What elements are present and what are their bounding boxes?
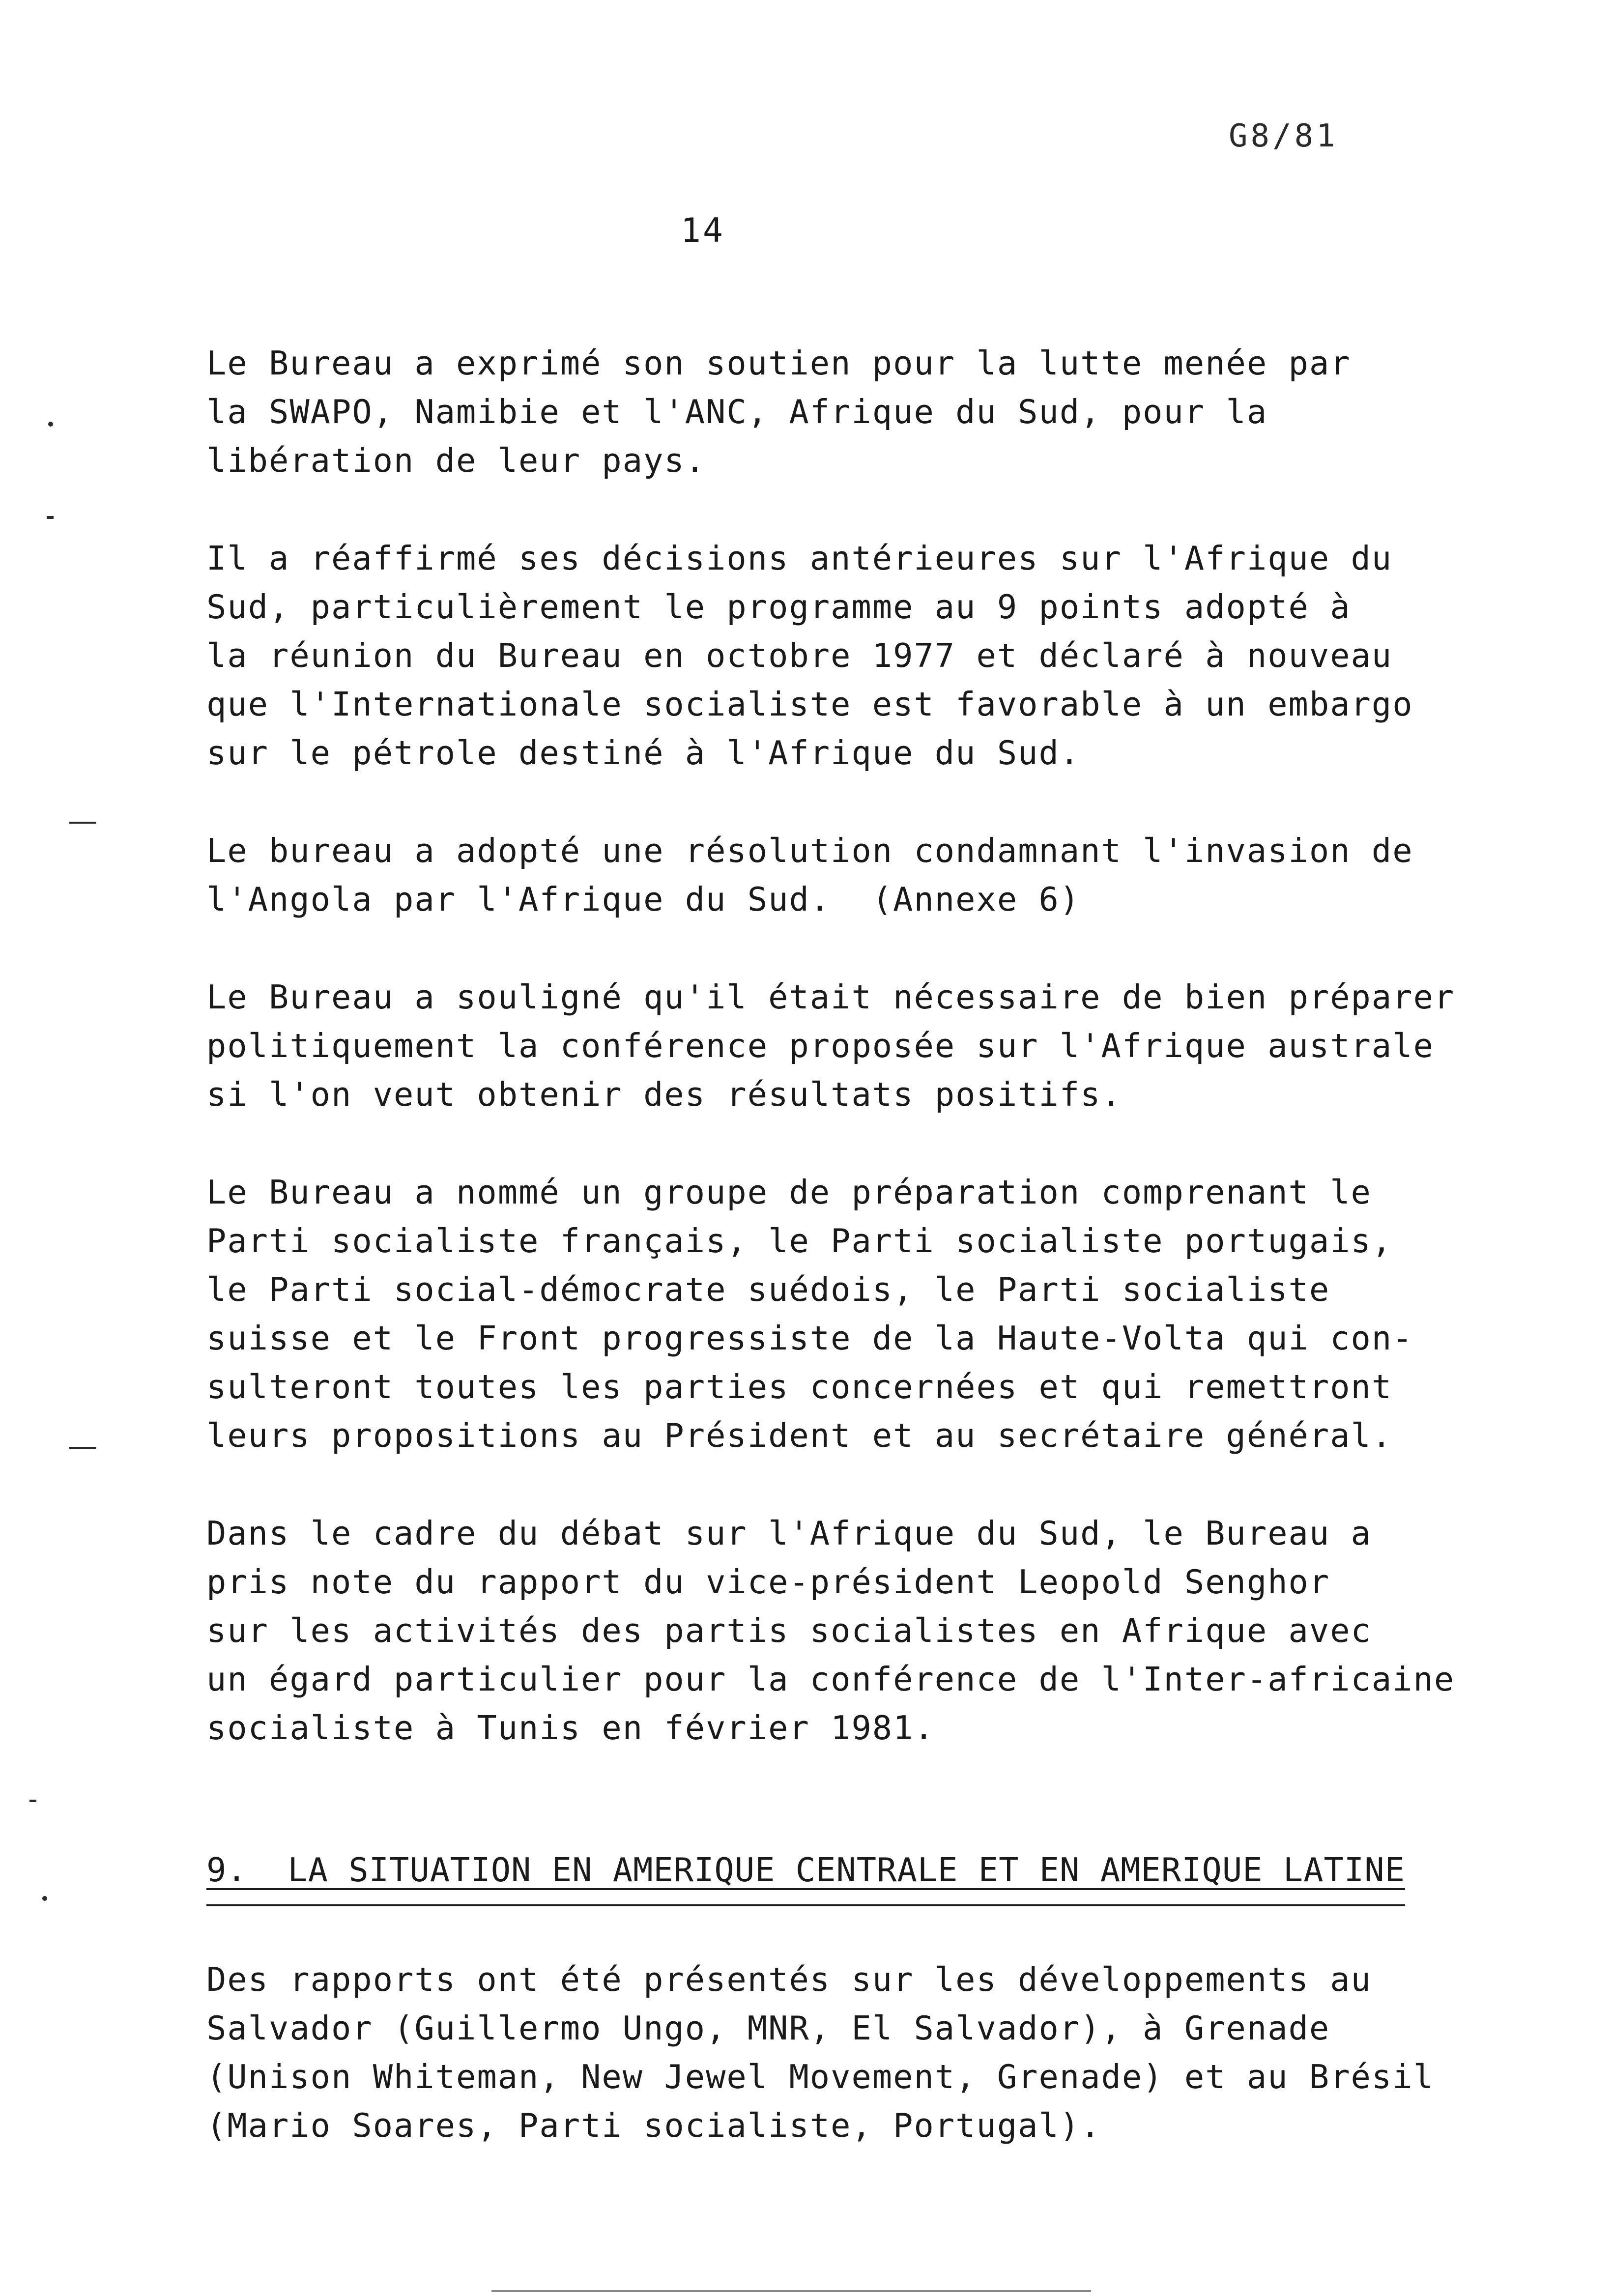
text-line: socialiste à Tunis en février 1981.: [206, 1709, 935, 1747]
margin-dash: [69, 1447, 96, 1449]
margin-dot: [42, 1896, 47, 1901]
text-line: (Unison Whiteman, New Jewel Movement, Grenade) et au Brésil: [206, 2058, 1434, 2096]
bottom-rule: [491, 2290, 1091, 2292]
document-reference: G8/81: [1229, 118, 1338, 154]
text-line: Salvador (Guillermo Ungo, MNR, El Salvador), à Grenade: [206, 2009, 1330, 2047]
text-line: politiquement la conférence proposée sur l'Afrique australe: [206, 1027, 1434, 1065]
text-line: Dans le cadre du débat sur l'Afrique du Sud, le Bureau a: [206, 1514, 1372, 1552]
text-line: Le bureau a adopté une résolution condamnant l'invasion de: [206, 832, 1413, 870]
paragraph-senghor-report: [206, 1509, 1455, 1752]
margin-dot: [48, 422, 53, 427]
text-line: suisse et le Front progressiste de la Haute-Volta qui con-: [206, 1319, 1413, 1357]
text-line: la SWAPO, Namibie et l'ANC, Afrique du Sud, pour la: [206, 393, 1268, 431]
margin-tick: [47, 516, 54, 519]
text-line: la réunion du Bureau en octobre 1977 et déclaré à nouveau: [206, 636, 1393, 675]
text-line: Le Bureau a nommé un groupe de préparation comprenant le: [206, 1173, 1372, 1211]
margin-dash: [69, 822, 96, 824]
text-line: si l'on veut obtenir des résultats positifs.: [206, 1075, 1122, 1114]
text-line: Sud, particulièrement le programme au 9 points adopté à: [206, 588, 1351, 626]
page-number: 14: [681, 211, 725, 250]
text-line: sulteront toutes les parties concernées et qui remettront: [206, 1368, 1393, 1406]
paragraph-reports: [206, 1955, 1434, 2150]
paragraph-south-africa-decisions: [206, 534, 1415, 777]
text-line: l'Angola par l'Afrique du Sud. (Annexe 6): [206, 880, 1081, 918]
paragraph-conference-preparation: [206, 973, 1455, 1119]
paragraph-swapo-anc: [206, 339, 1415, 485]
text-line: Des rapports ont été présentés sur les développements au: [206, 1960, 1372, 1999]
section-heading: 9. LA SITUATION EN AMERIQUE CENTRALE ET EN AMERIQUE LATINE: [206, 1846, 1405, 1906]
text-line: le Parti social-démocrate suédois, le Parti socialiste: [206, 1270, 1330, 1309]
text-line: pris note du rapport du vice-président Leopold Senghor: [206, 1563, 1330, 1601]
text-line: que l'Internationale socialiste est favorable à un embargo: [206, 685, 1413, 723]
text-line: (Mario Soares, Parti socialiste, Portugal).: [206, 2106, 1101, 2145]
text-line: leurs propositions au Président et au secrétaire général.: [206, 1416, 1393, 1455]
text-line: un égard particulier pour la conférence de l'Inter-africaine: [206, 1660, 1455, 1698]
paragraph-angola-resolution: [206, 827, 1415, 924]
document-body: [206, 339, 1455, 2199]
text-line: Le Bureau a souligné qu'il était nécessaire de bien préparer: [206, 978, 1455, 1016]
text-line: sur le pétrole destiné à l'Afrique du Sud.: [206, 734, 1081, 772]
text-line: libération de leur pays.: [206, 441, 706, 480]
margin-tick: [29, 1800, 36, 1802]
text-line: Il a réaffirmé ses décisions antérieures sur l'Afrique du: [206, 539, 1393, 577]
paragraph-preparation-group: [206, 1168, 1415, 1460]
text-line: sur les activités des partis socialistes en Afrique avec: [206, 1611, 1372, 1650]
text-line: Le Bureau a exprimé son soutien pour la lutte menée par: [206, 344, 1351, 382]
text-line: Parti socialiste français, le Parti socialiste portugais,: [206, 1222, 1393, 1260]
